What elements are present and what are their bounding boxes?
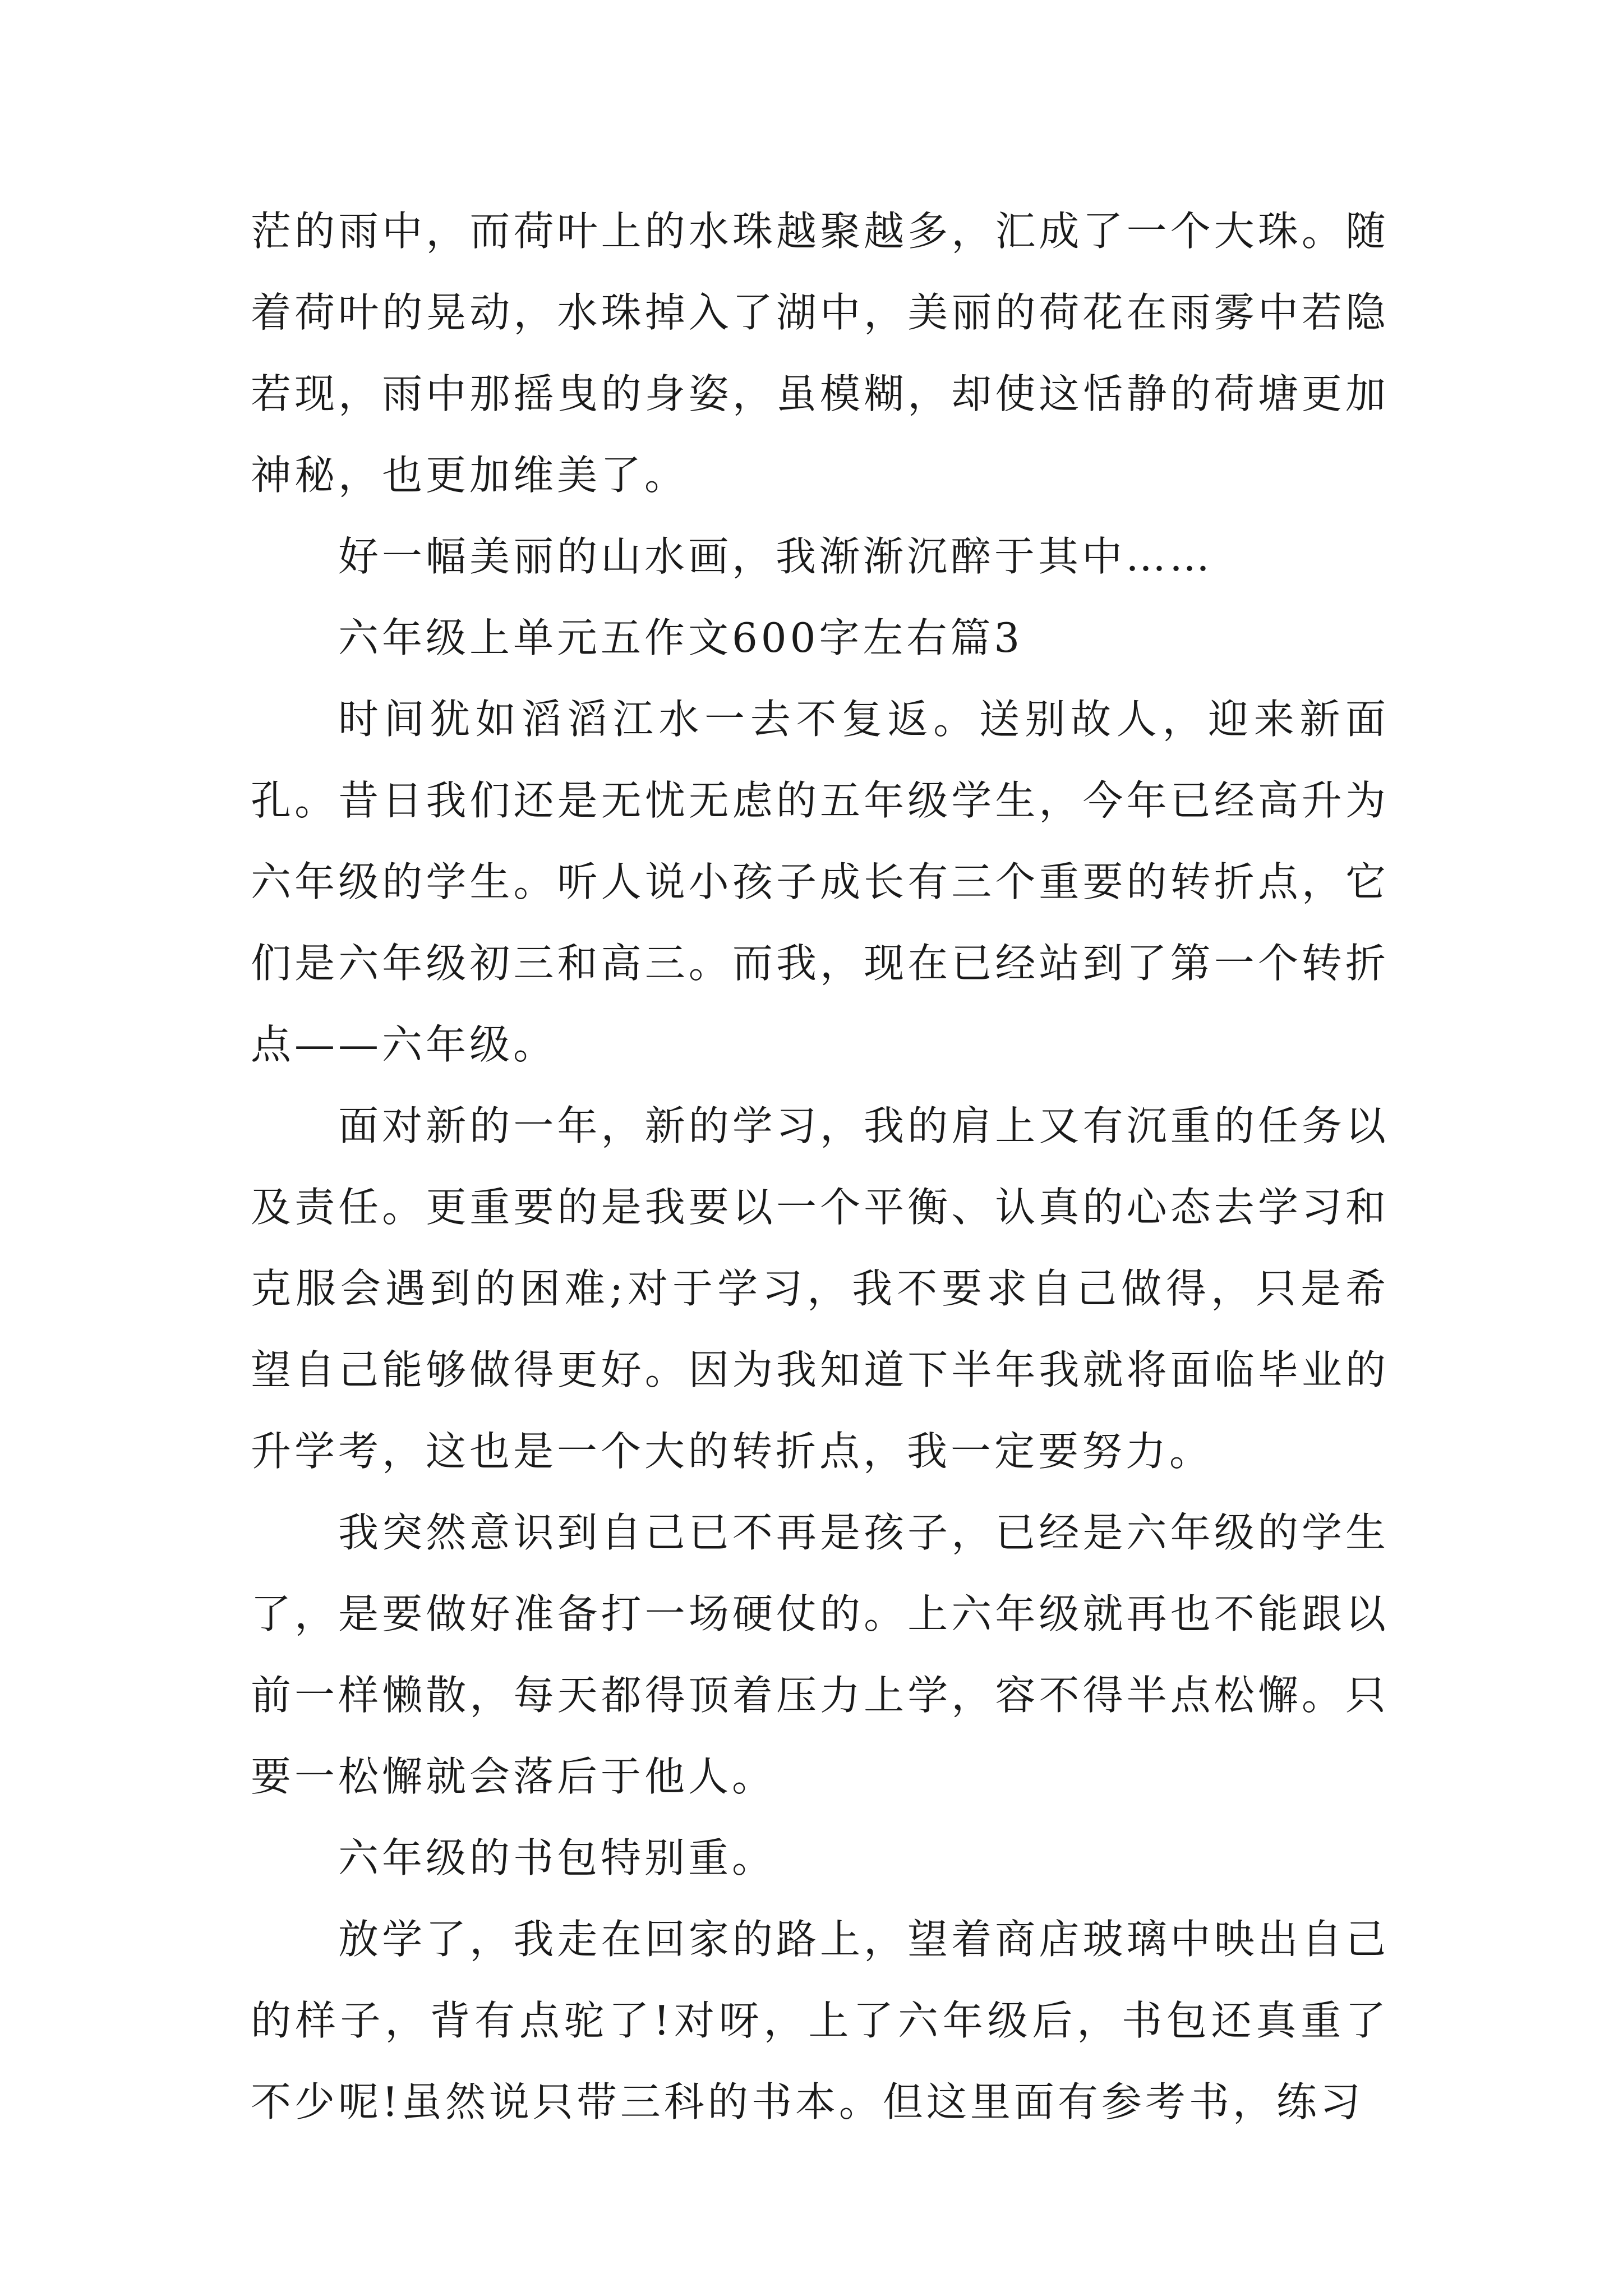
essay-heading: 六年级上单元五作文600字左右篇3 (338, 614, 1023, 661)
paragraph-continuation: 茫的雨中，而荷叶上的水珠越聚越多，汇成了一个大珠。随着荷叶的晃动，水珠掉入了湖中，美丽的荷花在雨雾中若隐若现，雨中那摇曳的身姿，虽模糊，却使这恬静的荷塘更加神秘，也更加维美了。 (251, 208, 1389, 499)
document-body (251, 191, 1389, 2143)
paragraph-landscape-closing: 好一幅美丽的山水画，我渐渐沉醉于其中…… (338, 533, 1214, 580)
paragraph-realization: 我突然意识到自己已不再是孩子，已经是六年级的学生了，是要做好准备打一场硬仗的。上六年级就再也不能跟以前一样懒散，每天都得顶着压力上学，容不得半点松懈。只要一松懈就会落后于他人。 (251, 1509, 1389, 1800)
paragraph-after-school: 放学了，我走在回家的路上，望着商店玻璃中映出自己的样子，背有点驼了!对呀，上了六年级后，书包还真重了不少呢!虽然说只带三科的书本。但这里面有参考书，练习 (251, 1916, 1389, 2125)
paragraph-time-passes: 时间犹如滔滔江水一去不复返。送别故人，迎来新面孔。昔日我们还是无忧无虑的五年级学生，今年已经高升为六年级的学生。听人说小孩子成长有三个重要的转折点，它们是六年级初三和高三。而我，现在已经站到了第一个转折点——六年级。 (251, 696, 1389, 1068)
paragraph-new-year: 面对新的一年，新的学习，我的肩上又有沉重的任务以及责任。更重要的是我要以一个平衡、认真的心态去学习和克服会遇到的困难;对于学习，我不要求自己做得，只是希望自己能够做得更好。因为我知道下半年我就将面临毕业的升学考，这也是一个大的转折点，我一定要努力。 (251, 1102, 1389, 1475)
paragraph-heavy-bag: 六年级的书包特别重。 (338, 1834, 776, 1881)
